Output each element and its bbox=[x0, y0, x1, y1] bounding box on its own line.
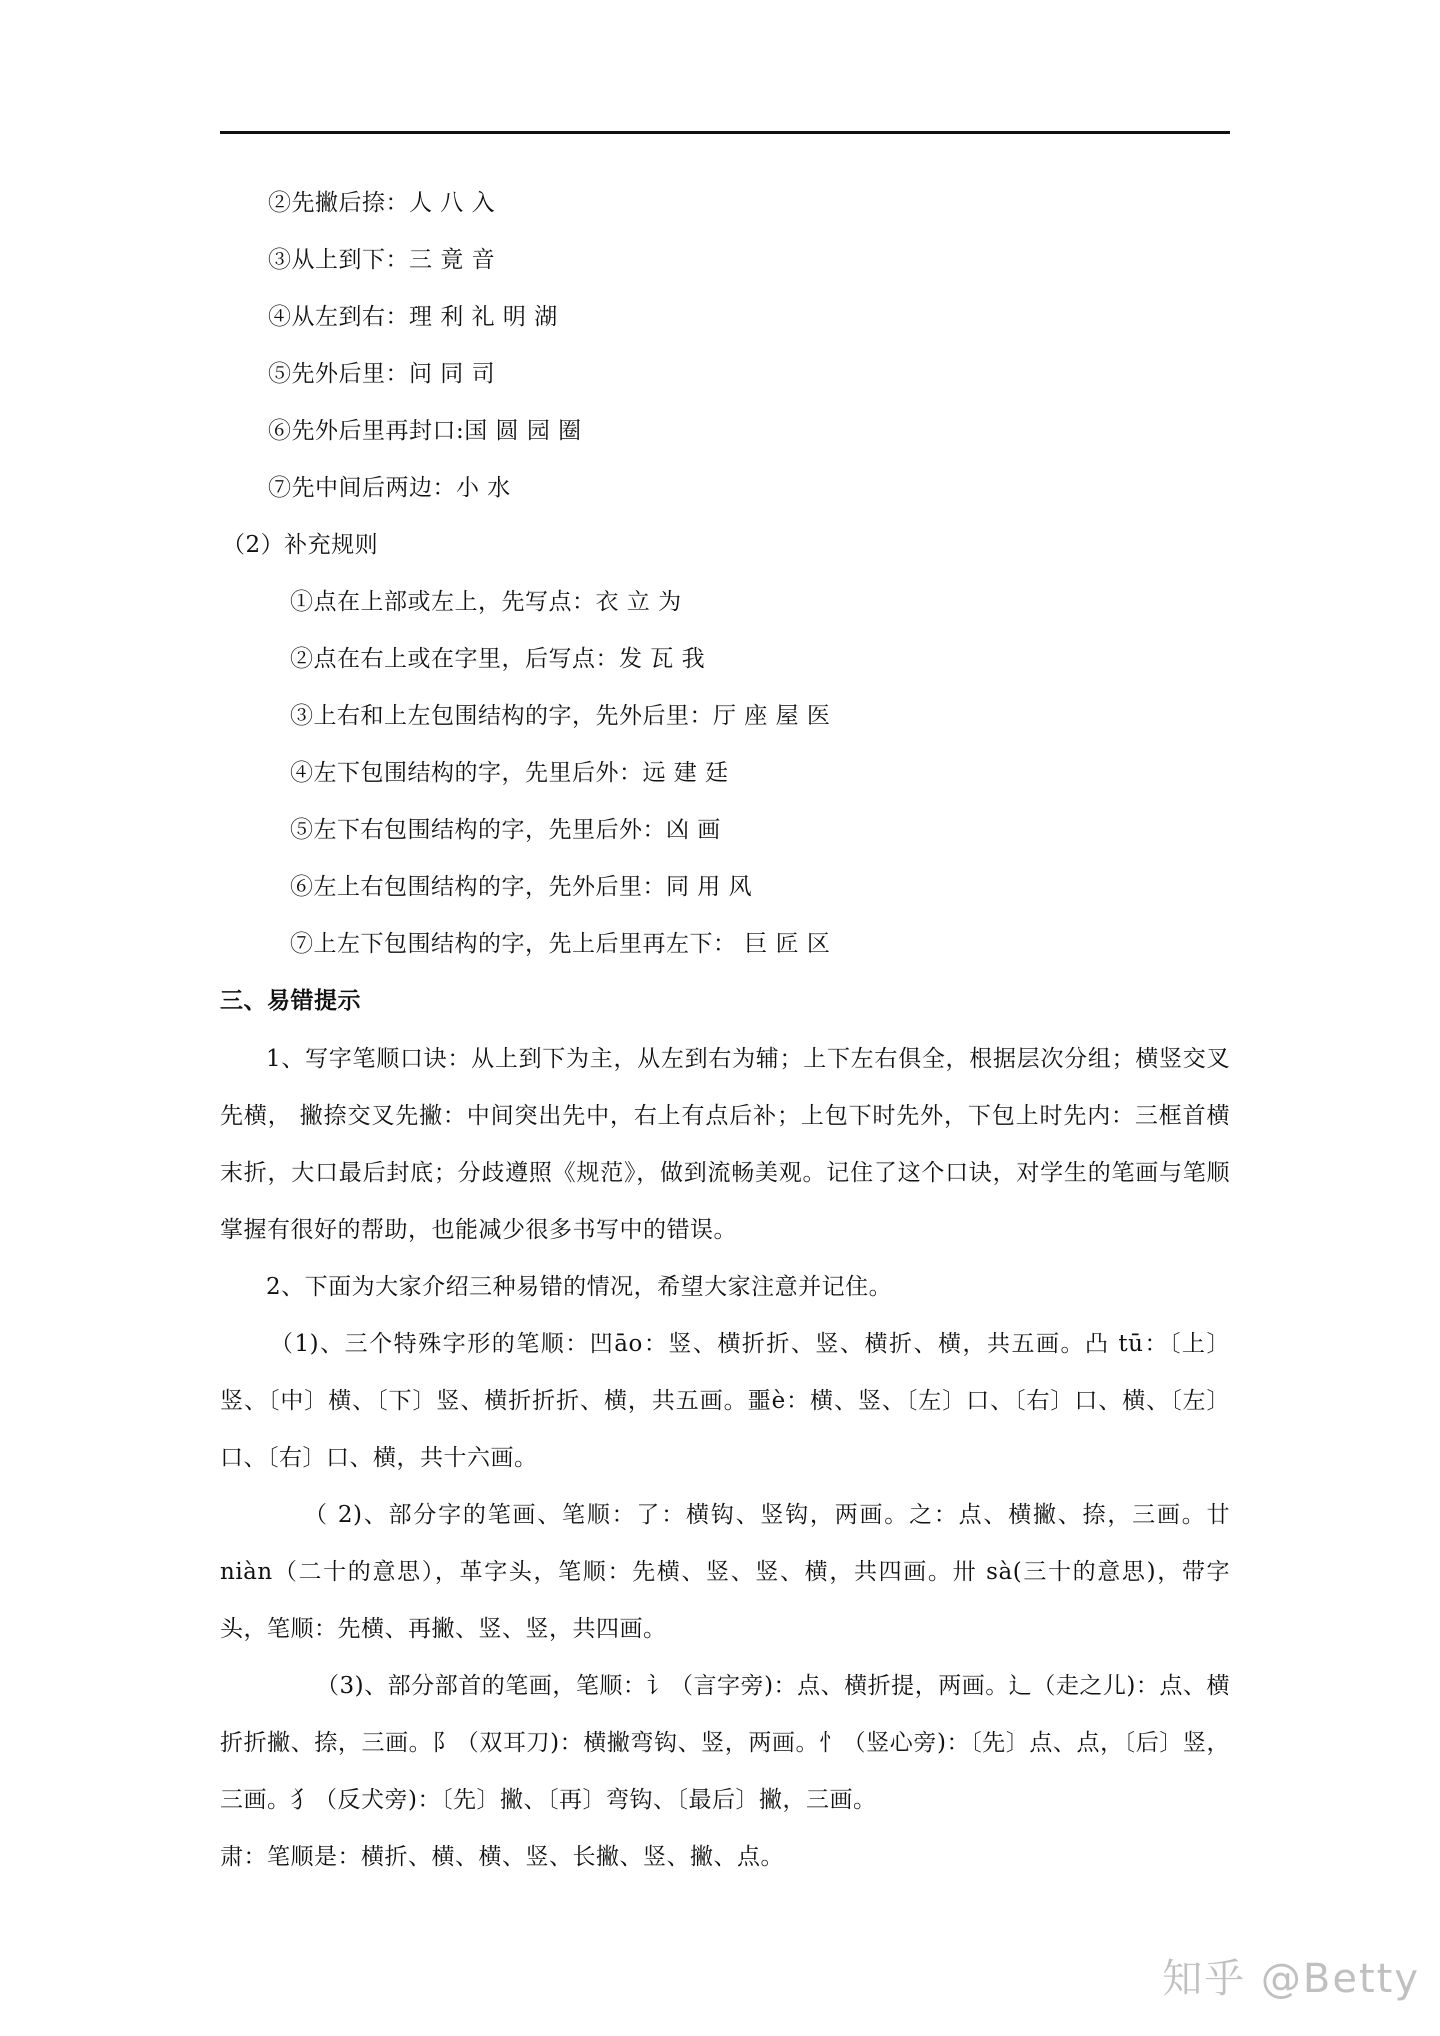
paragraph-special-forms: （1)、三个特殊字形的笔顺：凹āo：竖、横折折、竖、横折、横，共五画。凸 tū：〔上〕竖、〔中〕横、〔下〕竖、横折折折、横，共五画。噩è：横、竖、〔左〕口、〔右〕口、横、〔左〕口、〔右〕口、横，共十六画。 bbox=[220, 1331, 1230, 1471]
order-rule-4: ④从左到右：理 利 礼 明 湖 bbox=[268, 304, 558, 330]
supplement-rule-7: ⑦上左下包围结构的字，先上后里再左下： 巨 匠 区 bbox=[290, 931, 831, 957]
order-rule-5: ⑤先外后里：问 同 司 bbox=[268, 361, 496, 387]
supplement-rule-5: ⑤左下右包围结构的字，先里后外：凶 画 bbox=[290, 817, 721, 843]
paragraph-mnemonic: 1、写字笔顺口诀：从上到下为主，从左到右为辅；上下左右俱全，根据层次分组；横竖交叉先横， 撇捺交叉先撇：中间突出先中，右上有点后补；上包下时先外，下包上时先内：三框首横末折，大口最后封底；分歧遵照《规范》，做到流畅美观。记住了这个口诀，对学生的笔画与笔顺掌握有很好的帮助，也能减少很多书写中的错误。 bbox=[220, 1046, 1230, 1243]
paragraph-radicals: （3)、部分部首的笔画，笔顺：讠（言字旁)：点、横折提，两画。辶（走之儿)：点、横折折撇、捺，三画。阝（双耳刀)：横撇弯钩、竖，两画。忄（竖心旁)：〔先〕点、点，〔后〕竖，三画。犭（反犬旁)：〔先〕撇、〔再〕弯钩、〔最后〕撇，三画。 bbox=[220, 1673, 1230, 1813]
supplement-rule-4: ④左下包围结构的字，先里后外：远 建 廷 bbox=[290, 760, 729, 786]
supplement-rule-1: ①点在上部或左上，先写点：衣 立 为 bbox=[290, 589, 682, 615]
supplement-rule-6: ⑥左上右包围结构的字，先外后里：同 用 风 bbox=[290, 874, 753, 900]
paragraph-some-characters: （ 2)、部分字的笔画、笔顺：了：横钩、竖钩，两画。之：点、横撇、捺，三画。廿 niàn（二十的意思），革字头，笔顺：先横、竖、竖、横，共四画。卅 sà(三十的意思)，带字头，笔顺：先横、再撇、竖、竖，共四画。 bbox=[220, 1502, 1230, 1642]
supplement-rule-2: ②点在右上或在字里，后写点：发 瓦 我 bbox=[290, 646, 706, 672]
order-rule-7: ⑦先中间后两边：小 水 bbox=[268, 475, 511, 501]
supplement-rule-3: ③上右和上左包围结构的字，先外后里：厅 座 屋 医 bbox=[290, 703, 831, 729]
order-rule-6: ⑥先外后里再封口:国 圆 园 圈 bbox=[268, 418, 582, 444]
paragraph-intro: 2、下面为大家介绍三种易错的情况，希望大家注意并记住。 bbox=[266, 1274, 893, 1300]
watermark: 知乎 @Betty bbox=[1162, 1956, 1420, 2002]
section-heading: 三、易错提示 bbox=[220, 988, 361, 1014]
supplement-title: （2）补充规则 bbox=[222, 532, 379, 558]
order-rule-3: ③从上到下：三 竟 音 bbox=[268, 247, 496, 273]
order-rule-2: ②先撇后捺：人 八 入 bbox=[268, 190, 496, 216]
paragraph-su: 肃：笔顺是：横折、横、横、竖、长撇、竖、撇、点。 bbox=[220, 1844, 784, 1870]
header-rule bbox=[220, 131, 1230, 134]
